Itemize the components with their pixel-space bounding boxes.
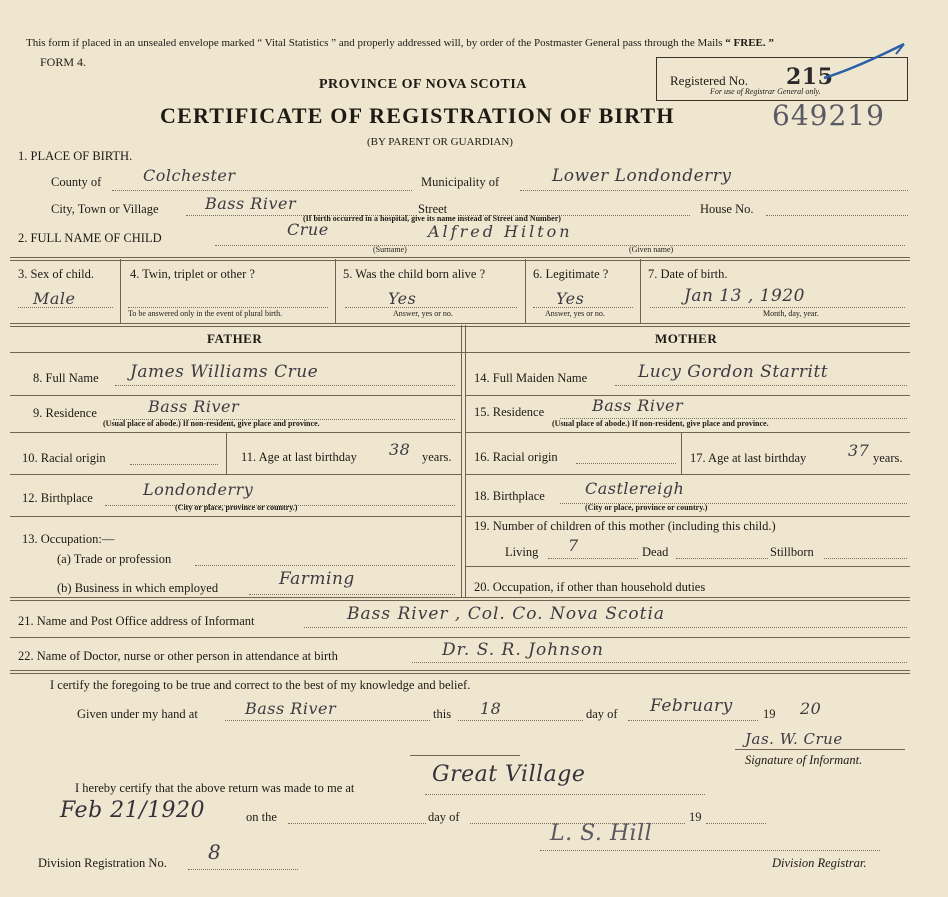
- father-birthplace: Londonderry: [143, 480, 254, 499]
- registered-number: 215: [786, 64, 834, 90]
- sex-label: 3. Sex of child.: [18, 267, 95, 281]
- living-label: Living: [505, 545, 539, 559]
- registrar-date: Feb 21/1920: [60, 798, 206, 823]
- given-day: 18: [480, 699, 502, 718]
- this-label: this: [433, 707, 452, 721]
- father-residence-note: (Usual place of abode.) If non-resident, give place and province.: [103, 419, 320, 428]
- living-value: 7: [568, 536, 579, 555]
- checkmark-icon: [820, 42, 910, 82]
- informant-value: Bass River , Col. Co. Nova Scotia: [347, 604, 666, 624]
- division-registration-label: Division Registration No.: [38, 856, 167, 870]
- given-place: Bass River: [245, 699, 337, 718]
- certify-statement: I certify the foregoing to be true and correct to the best of my knowledge and belief.: [50, 678, 471, 692]
- place-of-birth-label: 1. PLACE OF BIRTH.: [18, 149, 133, 163]
- mother-residence-note: (Usual place of abode.) If non-resident, give place and province.: [552, 419, 769, 428]
- county-value: Colchester: [143, 166, 236, 185]
- stamp-number: 649219: [772, 99, 885, 132]
- certificate-subtitle: (BY PARENT OR GUARDIAN): [367, 136, 513, 148]
- mother-birthplace-label: 18. Birthplace: [474, 489, 545, 503]
- county-label: County of: [51, 175, 102, 189]
- dob-value: Jan 13 , 1920: [684, 286, 805, 306]
- on-the-label: on the: [246, 810, 277, 824]
- mother-years-label: years.: [873, 451, 903, 465]
- child-name-label: 2. FULL NAME OF CHILD: [18, 231, 162, 245]
- mother-name: Lucy Gordon Starritt: [638, 362, 829, 382]
- sex-value: Male: [33, 289, 76, 308]
- municipality-label: Municipality of: [421, 175, 500, 189]
- registrar-year-prefix: 19: [689, 810, 702, 824]
- father-name: James Williams Crue: [130, 362, 319, 382]
- given-month: February: [650, 696, 733, 716]
- mail-notice: This form if placed in an unsealed envelope marked “ Vital Statistics ” and properly addressed will, by order of the Postmaster General pass through the Mails “ FREE. ”: [26, 37, 774, 49]
- division-registration-number: 8: [208, 840, 222, 864]
- registrar-certify-statement: I hereby certify that the above return was made to me at: [75, 781, 355, 795]
- dob-label: 7. Date of birth.: [648, 267, 728, 281]
- father-heading: FATHER: [207, 331, 263, 346]
- born-alive-value: Yes: [388, 289, 417, 308]
- registered-label: Registered No.: [670, 73, 748, 88]
- registrar-day-of-label: day of: [428, 810, 460, 824]
- trade-label: (a) Trade or profession: [57, 552, 172, 566]
- registrar-general-note: For use of Registrar General only.: [710, 87, 821, 96]
- born-alive-label: 5. Was the child born alive ?: [343, 267, 486, 281]
- free-label: “ FREE. ”: [725, 37, 774, 49]
- informant-signature: Jas. W. Crue: [745, 730, 843, 748]
- division-registrar-caption: Division Registrar.: [772, 856, 867, 870]
- mother-residence: Bass River: [592, 396, 684, 415]
- province-heading: PROVINCE OF NOVA SCOTIA: [319, 77, 527, 92]
- children-count-label: 19. Number of children of this mother (including this child.): [474, 519, 776, 533]
- surname-caption: (Surname): [373, 245, 407, 254]
- twin-note: To be answered only in the event of plural birth.: [128, 309, 283, 318]
- mother-heading: MOTHER: [655, 331, 718, 346]
- mother-age-label: 17. Age at last birthday: [690, 451, 807, 465]
- informant-label: 21. Name and Post Office address of Informant: [18, 614, 255, 628]
- given-name-caption: (Given name): [629, 245, 674, 254]
- father-residence: Bass River: [148, 397, 240, 416]
- child-surname: Crue: [287, 220, 329, 239]
- mother-occupation-label: 20. Occupation, if other than household duties: [474, 580, 706, 594]
- mother-residence-label: 15. Residence: [474, 405, 545, 419]
- given-year: 20: [800, 699, 822, 718]
- hospital-note: (If birth occurred in a hospital, give its name instead of Street and Number): [303, 214, 561, 223]
- born-alive-note: Answer, yes or no.: [393, 309, 453, 318]
- legitimate-label: 6. Legitimate ?: [533, 267, 609, 281]
- father-age: 38: [389, 440, 411, 459]
- father-residence-label: 9. Residence: [33, 406, 97, 420]
- house-number-label: House No.: [700, 202, 754, 216]
- city-value: Bass River: [205, 194, 297, 213]
- registrar-place: Great Village: [432, 762, 586, 787]
- doctor-label: 22. Name of Doctor, nurse or other person in attendance at birth: [18, 649, 338, 663]
- father-racial-label: 10. Racial origin: [22, 451, 106, 465]
- father-birthplace-note: (City or place, province or country.): [175, 503, 298, 512]
- mother-birthplace: Castlereigh: [585, 479, 685, 498]
- informant-signature-caption: Signature of Informant.: [745, 753, 863, 767]
- street-label: Street: [418, 202, 448, 216]
- father-occupation-label: 13. Occupation:—: [22, 532, 115, 546]
- twin-label: 4. Twin, triplet or other ?: [130, 267, 255, 281]
- mother-age: 37: [848, 441, 870, 460]
- father-birthplace-label: 12. Birthplace: [22, 491, 93, 505]
- municipality-value: Lower Londonderry: [552, 166, 732, 186]
- father-name-label: 8. Full Name: [33, 371, 99, 385]
- city-label: City, Town or Village: [51, 202, 159, 216]
- registrar-signature: L. S. Hill: [550, 821, 653, 846]
- stillborn-label: Stillborn: [770, 545, 814, 559]
- doctor-value: Dr. S. R. Johnson: [442, 640, 605, 660]
- father-years-label: years.: [422, 450, 452, 464]
- mother-birthplace-note: (City or place, province or country.): [585, 503, 708, 512]
- mother-name-label: 14. Full Maiden Name: [474, 371, 588, 385]
- child-given-name: Alfred Hilton: [428, 222, 573, 241]
- mother-racial-label: 16. Racial origin: [474, 450, 558, 464]
- given-under-label: Given under my hand at: [77, 707, 198, 721]
- day-of-label: day of: [586, 707, 618, 721]
- certificate-title: CERTIFICATE OF REGISTRATION OF BIRTH: [160, 103, 675, 128]
- legitimate-note: Answer, yes or no.: [545, 309, 605, 318]
- dob-note: Month, day, year.: [763, 309, 819, 318]
- given-year-prefix: 19: [763, 707, 776, 721]
- business-label: (b) Business in which employed: [57, 581, 219, 595]
- father-business: Farming: [279, 569, 355, 589]
- father-age-label: 11. Age at last birthday: [241, 450, 357, 464]
- dead-label: Dead: [642, 545, 669, 559]
- form-number: FORM 4.: [40, 55, 87, 69]
- legitimate-value: Yes: [556, 289, 585, 308]
